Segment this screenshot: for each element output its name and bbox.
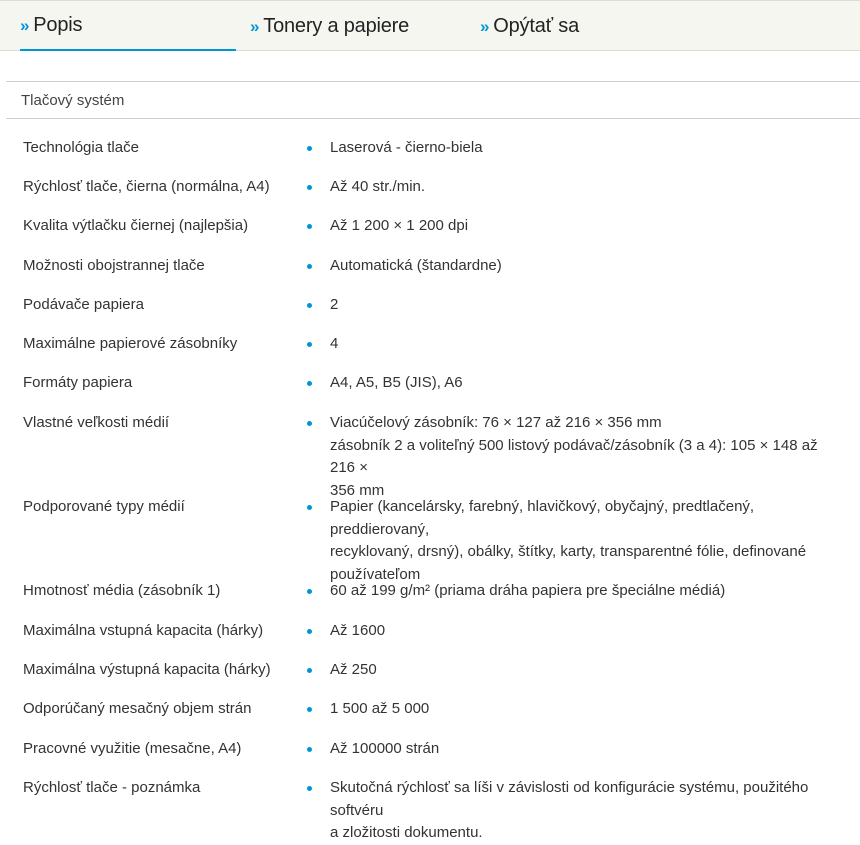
spec-value-line: používateľom: [330, 565, 421, 583]
spec-value-line: zásobník 2 a voliteľný 500 listový podávač/zásobník (3 a 4): 105 × 148 až 216 ×: [330, 436, 818, 476]
tab-tonery-a-papiere[interactable]: [250, 1, 409, 51]
spec-value: [330, 215, 845, 238]
spec-value-line: Až 100000 strán: [330, 740, 440, 757]
bullet-icon: [307, 303, 312, 308]
spec-value: [330, 698, 845, 721]
spec-value: [330, 176, 845, 199]
tab-label: Popis: [33, 13, 83, 36]
bullet-icon: [307, 264, 312, 269]
spec-label: Formáty papiera: [23, 374, 133, 391]
chevron-right-icon: »: [250, 16, 260, 36]
spec-value: [330, 620, 845, 643]
spec-label: Možnosti obojstrannej tlače: [23, 257, 205, 274]
spec-label: Rýchlosť tlače - poznámka: [23, 779, 201, 796]
spec-label: Maximálna výstupná kapacita (hárky): [23, 661, 271, 678]
spec-value-line: Papier (kancelársky, farebný, hlavičkový, obyčajný, predtlačený, preddierovaný,: [330, 498, 755, 538]
spec-value: [330, 372, 845, 395]
tab-label: Tonery a papiere: [263, 14, 410, 37]
chevron-right-icon: »: [480, 16, 490, 36]
bullet-icon: [307, 629, 312, 634]
spec-label: Technológia tlače: [23, 139, 139, 156]
bullet-icon: [307, 668, 312, 673]
spec-value-line: Skutočná rýchlosť sa líši v závislosti od konfigurácie systému, použitého softvéru: [330, 779, 809, 819]
spec-value: [330, 659, 845, 682]
bullet-icon: [307, 224, 312, 229]
spec-value: [330, 580, 845, 603]
bullet-icon: [307, 505, 312, 510]
chevron-right-icon: »: [20, 15, 30, 35]
tab-bar: [0, 0, 860, 51]
spec-value-line: 356 mm: [330, 481, 385, 499]
spec-value-line: a zložitosti dokumentu.: [330, 824, 483, 841]
spec-label: Odporúčaný mesačný objem strán: [23, 700, 252, 717]
bullet-icon: [307, 185, 312, 190]
spec-label: Maximálna vstupná kapacita (hárky): [23, 622, 264, 639]
spec-label: Hmotnosť média (zásobník 1): [23, 582, 221, 599]
spec-label: Kvalita výtlačku čiernej (najlepšia): [23, 217, 249, 234]
spec-value-line: Až 1 200 × 1 200 dpi: [330, 217, 469, 234]
spec-label: Maximálne papierové zásobníky: [23, 335, 238, 352]
bullet-icon: [307, 747, 312, 752]
bullet-icon: [307, 707, 312, 712]
spec-value-line: Až 40 str./min.: [330, 178, 426, 195]
spec-label: Podporované typy médií: [23, 498, 185, 515]
spec-value-line: 60 až 199 g/m² (priama dráha papiera pre špeciálne médiá): [330, 582, 726, 599]
bullet-icon: [307, 146, 312, 151]
spec-value-line: Až 250: [330, 661, 377, 678]
spec-value-line: Viacúčelový zásobník: 76 × 127 až 216 × 356 mm: [330, 414, 662, 431]
spec-value-line: 1 500 až 5 000: [330, 700, 430, 717]
spec-label: Podávače papiera: [23, 296, 144, 313]
spec-value-line: 4: [330, 335, 339, 352]
spec-label: Rýchlosť tlače, čierna (normálna, A4): [23, 178, 270, 195]
spec-value: [330, 255, 845, 278]
spec-value-line: A4, A5, B5 (JIS), A6: [330, 374, 463, 391]
bullet-icon: [307, 381, 312, 386]
bullet-icon: [307, 589, 312, 594]
tab-label: Opýtať sa: [493, 14, 580, 37]
spec-value: [330, 294, 845, 317]
section-title: Tlačový systém: [21, 91, 125, 109]
spec-label: Pracovné využitie (mesačne, A4): [23, 740, 242, 757]
spec-value: [330, 738, 845, 761]
spec-value: [330, 496, 845, 586]
spec-value: [330, 412, 845, 502]
spec-value-line: recyklovaný, drsný), obálky, štítky, karty, transparentné fólie, definované: [330, 543, 807, 560]
bullet-icon: [307, 786, 312, 791]
tab-opytat-sa[interactable]: [480, 1, 579, 51]
spec-value-line: Laserová - čierno-biela: [330, 139, 483, 156]
section-header: [6, 81, 860, 119]
spec-label: Vlastné veľkosti médií: [23, 414, 170, 431]
spec-value: [330, 333, 845, 356]
tab-popis[interactable]: [20, 1, 236, 51]
spec-value: [330, 137, 845, 160]
spec-value-line: Automatická (štandardne): [330, 257, 502, 274]
spec-value-line: 2: [330, 296, 339, 313]
spec-value-line: Až 1600: [330, 622, 386, 639]
bullet-icon: [307, 421, 312, 426]
spec-value: [330, 777, 845, 845]
bullet-icon: [307, 342, 312, 347]
